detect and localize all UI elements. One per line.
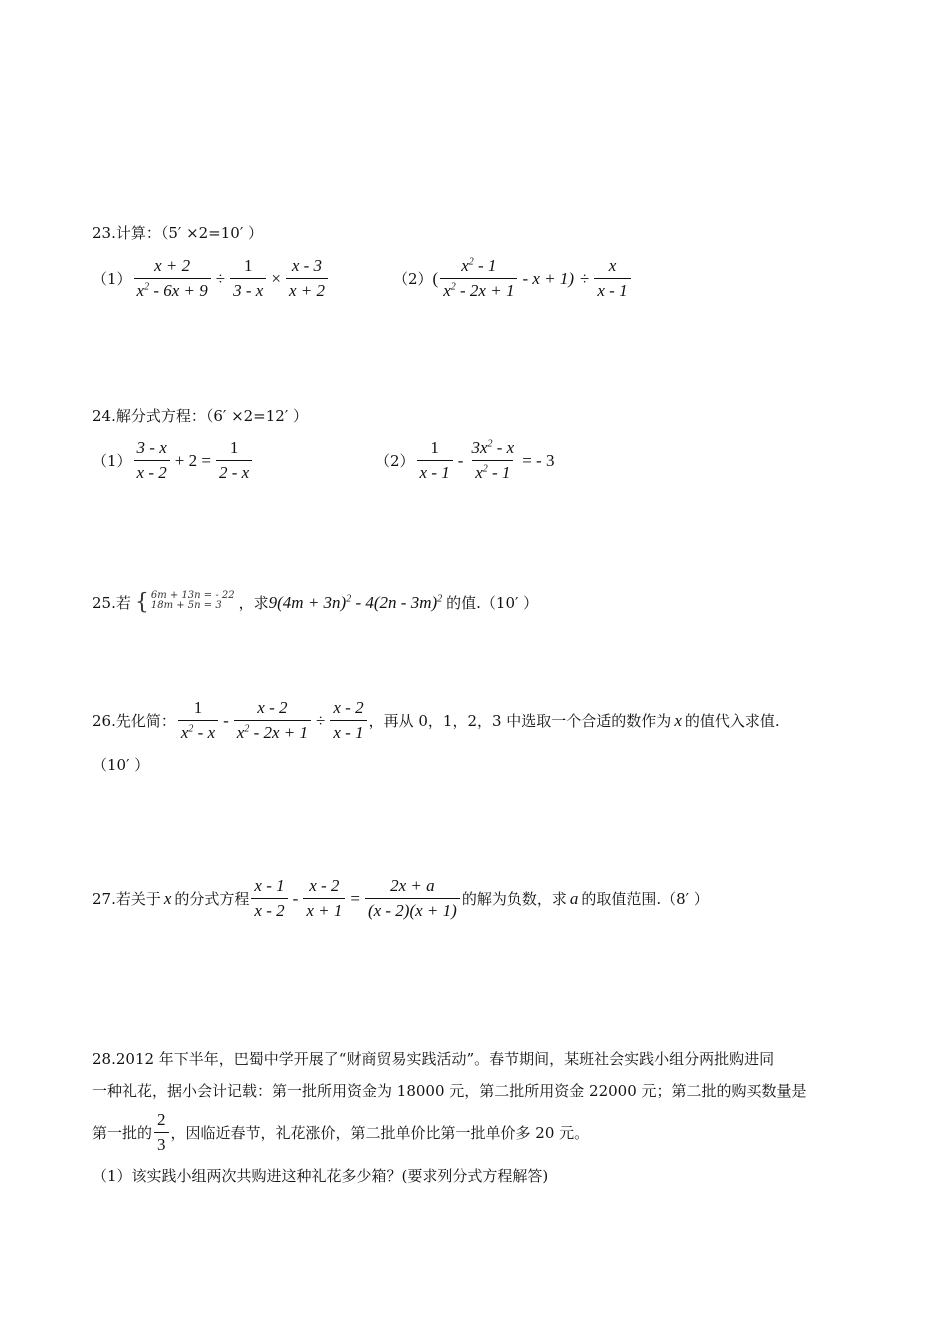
q24-p1-fraction1: $\frac{3 - x}{x - 2}$ bbox=[134, 438, 170, 483]
q28-line2: 一种礼花，据小会计记载：第一批所用资金为 18000 元，第二批所用资金 22000 元；第二批的购买数量是 bbox=[92, 1082, 807, 1100]
q28-line3: 第一批的 $\frac{2}{3}$ ，因临近春节，礼花涨价，第二批单价比第一批单价多 20 元。 bbox=[92, 1110, 590, 1154]
q26-score: （10′ ） bbox=[92, 756, 150, 774]
divide-sign: ÷ bbox=[316, 710, 326, 730]
q27-line: 27.若关于 x 的分式方程 $\frac{x - 1}{x - 2}$ - $\frac{x - 2}{x + 1}$ = $\frac{2x + a}{(x - 2)(x + 1)}$ 的解为负数，求 a 的取值范围.（8′ ） bbox=[92, 876, 709, 920]
q24-p2-fraction1: $\frac{1}{x - 1}$ bbox=[417, 438, 453, 483]
q23-part2: （2） ( $\frac{x^2 - 1}{x^2 - 2x + 1}$ - x + 1) ÷ $\frac{x}{x - 1}$ bbox=[393, 256, 633, 301]
divide-sign: ÷ bbox=[580, 268, 590, 288]
q23-part2-label: （2） bbox=[393, 270, 433, 288]
q24-part1-label: （1） bbox=[92, 452, 132, 470]
q24-p2-fraction2: $\frac{3x^2 - x}{x^2 - 1}$ bbox=[471, 438, 515, 482]
q25-line: 25.若 { 6m + 13n = - 22 18m + 5n = 3 ，求 $9(4m + 3n)^2 - 4(2n - 3m)^2$ 的值.（10′ ） bbox=[92, 589, 539, 615]
q26-fraction2: $\frac{x - 2}{x^2 - 2x + 1}$ bbox=[234, 698, 311, 743]
q28-fraction: $\frac{2}{3}$ bbox=[154, 1110, 169, 1155]
q23-part1 bbox=[92, 256, 330, 301]
equation-system: 6m + 13n = - 22 18m + 5n = 3 bbox=[150, 589, 235, 611]
q23-p2-fraction1: $\frac{x^2 - 1}{x^2 - 2x + 1}$ bbox=[440, 256, 517, 301]
q27-fraction3: $\frac{2x + a}{(x - 2)(x + 1)}$ bbox=[365, 876, 460, 921]
q24-part1: （1） $\frac{3 - x}{x - 2}$ + 2 = $\frac{1}{2 - x}$ bbox=[92, 438, 254, 483]
left-brace: { bbox=[134, 590, 149, 615]
q26-fraction3: $\frac{x - 2}{x - 1}$ bbox=[330, 698, 366, 743]
q23-p1-fraction1: $\frac{x + 2}{x^2 - 6x + 9}$ bbox=[134, 256, 211, 301]
q27-fraction2: $\frac{x - 2}{x + 1}$ bbox=[303, 876, 345, 921]
q24-part2: （2） $\frac{1}{x - 1}$ - $\frac{3x^2 - x}{x^2 - 1}$ = - 3 bbox=[375, 438, 555, 482]
q24-p1-fraction2: $\frac{1}{2 - x}$ bbox=[216, 438, 252, 483]
q23-p1-fraction3: $\frac{x - 3}{x + 2}$ bbox=[286, 256, 328, 301]
divide-sign: ÷ bbox=[215, 268, 226, 288]
q26-fraction1: $\frac{1}{x^2 - x}$ bbox=[178, 698, 218, 743]
q24-part2-label: （2） bbox=[375, 452, 415, 470]
q28-line1: 28.2012 年下半年，巴蜀中学开展了“财商贸易实践活动”。春节期间，某班社会实践小组分两批购进同 bbox=[92, 1050, 775, 1068]
q25-expression: $9(4m + 3n)^2 - 4(2n - 3m)^2$ bbox=[268, 592, 443, 612]
times-sign: × bbox=[271, 268, 281, 288]
q24-title: 24.解分式方程：（6′ ×2=12′ ） bbox=[92, 407, 309, 425]
q23-title: 23.计算：（5′ ×2=10′ ） bbox=[92, 224, 264, 242]
q23-part1-label: （1） bbox=[92, 270, 132, 288]
q28-sub1: （1）该实践小组两次共购进这种礼花多少箱？(要求列分式方程解答) bbox=[92, 1167, 549, 1185]
q26-line: 26.先化简： $\frac{1}{x^2 - x}$ - $\frac{x - 2}{x^2 - 2x + 1}$ ÷ $\frac{x - 2}{x - 1}$ ，再从 0，1，2，3 中选取一个合适的数作为 x 的值代入求值. bbox=[92, 698, 780, 742]
q23-p2-fraction2: $\frac{x}{x - 1}$ bbox=[594, 256, 630, 301]
q23-p1-fraction2: $\frac{1}{3 - x}$ bbox=[230, 256, 266, 301]
q27-fraction1: $\frac{x - 1}{x - 2}$ bbox=[251, 876, 287, 921]
